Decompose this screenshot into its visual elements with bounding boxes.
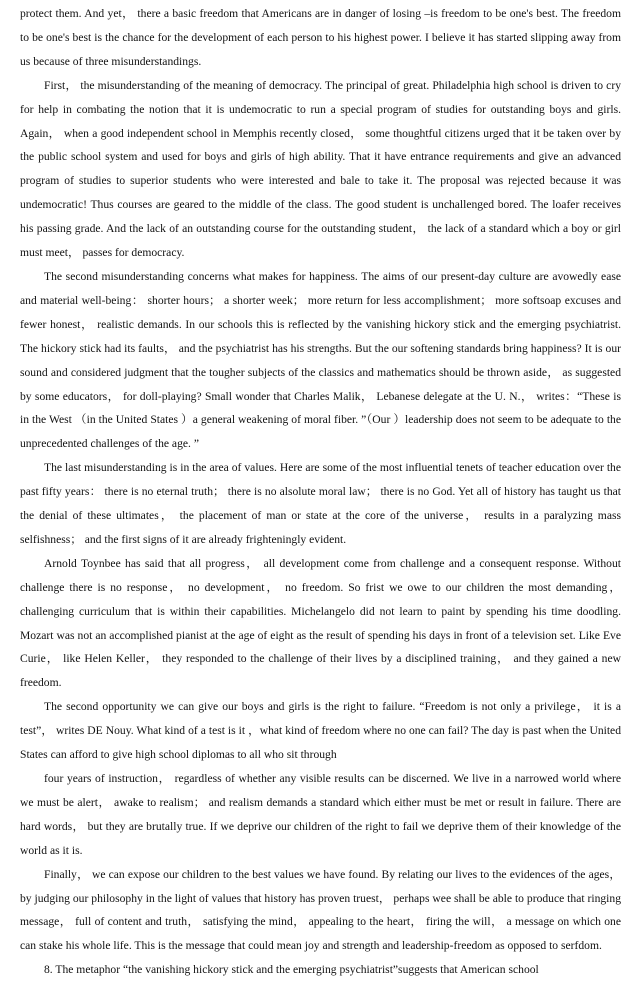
paragraph-best-values: Finally， we can expose our children to the best values we have found. By relating our lives to the evidences of the ages， by judging our philosophy in the light of values that history has proven truest， perhaps wee shall be able to produce that ringing message， full of content and truth， satisfying the mind， appealing to the heart， firing the will， a message on which one can stake his whole life. This is the message that could mean joy and strength and leadership-freedom as opposed to serfdom. (20, 867, 621, 953)
paragraph-democracy: First， the misunderstanding of the meaning of democracy. The principal of great. Philadelphia high school is driven to cry for help in combating the notion that it is undemocratic to run a special program of studies for outstanding boys and girls. Again， when a good independent school in Memphis recently closed， some thoughtful citizens urged that it be taken over by the public school system and used for boys and girls of high ability. That it have entrance requirements and give an advanced program of studies to superior students who were interested and bale to take it. The proposal was rejected because it was undemocratic! Thus courses are geared to the middle of the class. The good student is unchallenged bored. The loafer receives his passing grade. And the lack of an outstanding course for the outstanding student， the lack of a standard which a boy or girl must meet， passes for democracy. (20, 78, 621, 260)
paragraph-happiness: The second misunderstanding concerns what makes for happiness. The aims of our present-day culture are avowedly ease and material well-being： shorter hours； a shorter week； more return for less accomplishment； more softsoap excuses and fewer honest， realistic demands. In our schools this is reflected by the vanishing hickory stick and the emerging psychiatrist. The hickory stick had its faults， and the psychiatrist has his strengths. But the our softening standards bring happiness? It is our sound and considered judgment that the tougher subjects of the classics and mathematics should be thrown aside， as suggested by some educators， for doll-playing? Small wonder that Charles Malik， Lebanese delegate at the U. N.， writes：“These is in the West （in the United States ）a general weakening of moral fiber. ”（Our ）leadership does not seem to be adequate to the unprecedented challenges of the age. ” (20, 269, 621, 451)
paragraph-challenge: Arnold Toynbee has said that all progress， all development come from challenge and a consequent response. Without challenge there is no response， no development， no freedom. So frist we owe to our children the most demanding，challenging curriculum that is within their capabilities. Michelangelo did not learn to paint by spending his time doodling. Mozart was not an accomplished pianist at the age of eight as the result of spending his days in front of a television set. Like Eve Curie， like Helen Keller， they responded to the challenge of their lives by a disciplined training， and they gained a new freedom. (20, 556, 621, 690)
paragraph-values: The last misunderstanding is in the area of values. Here are some of the most influential tenets of teacher education over the past fifty years： there is no eternal truth； there is no alsolute moral law； there is no God. Yet all of history has taught us that the denial of these ultimates， the placement of man or state at the core of the universe， results in a paralyzing mass selfishness； and the first signs of it are already frighteningly evident. (20, 461, 621, 546)
question-8: 8. The metaphor “the vanishing hickory stick and the emerging psychiatrist”suggests that American school (44, 963, 539, 977)
paragraph-right-to-failure: The second opportunity we can give our boys and girls is the right to failure. “Freedom is not only a privilege， it is a test”， writes DE Nouy. What kind of a test is it ，what kind of freedom where no one can fail? The day is past when the United States can afford to give high school diplomas to all who sit through (20, 700, 621, 762)
paragraph-intro: protect them. And yet， there a basic freedom that Americans are in danger of losing –is freedom to be one's best. The freedom to be one's best is the chance for the development of each person to his highest power. I believe it has started slipping away from us because of three misunderstandings. (20, 7, 621, 68)
paragraph-four-years: four years of instruction， regardless of whether any visible results can be discerned. We live in a narrowed world where we must be alert， awake to realism； and realism demands a standard which either must be met or result in failure. There are hard words， but they are brutally true. If we deprive our children of the right to fail we deprive them of their knowledge of the world as it is. (20, 772, 621, 857)
